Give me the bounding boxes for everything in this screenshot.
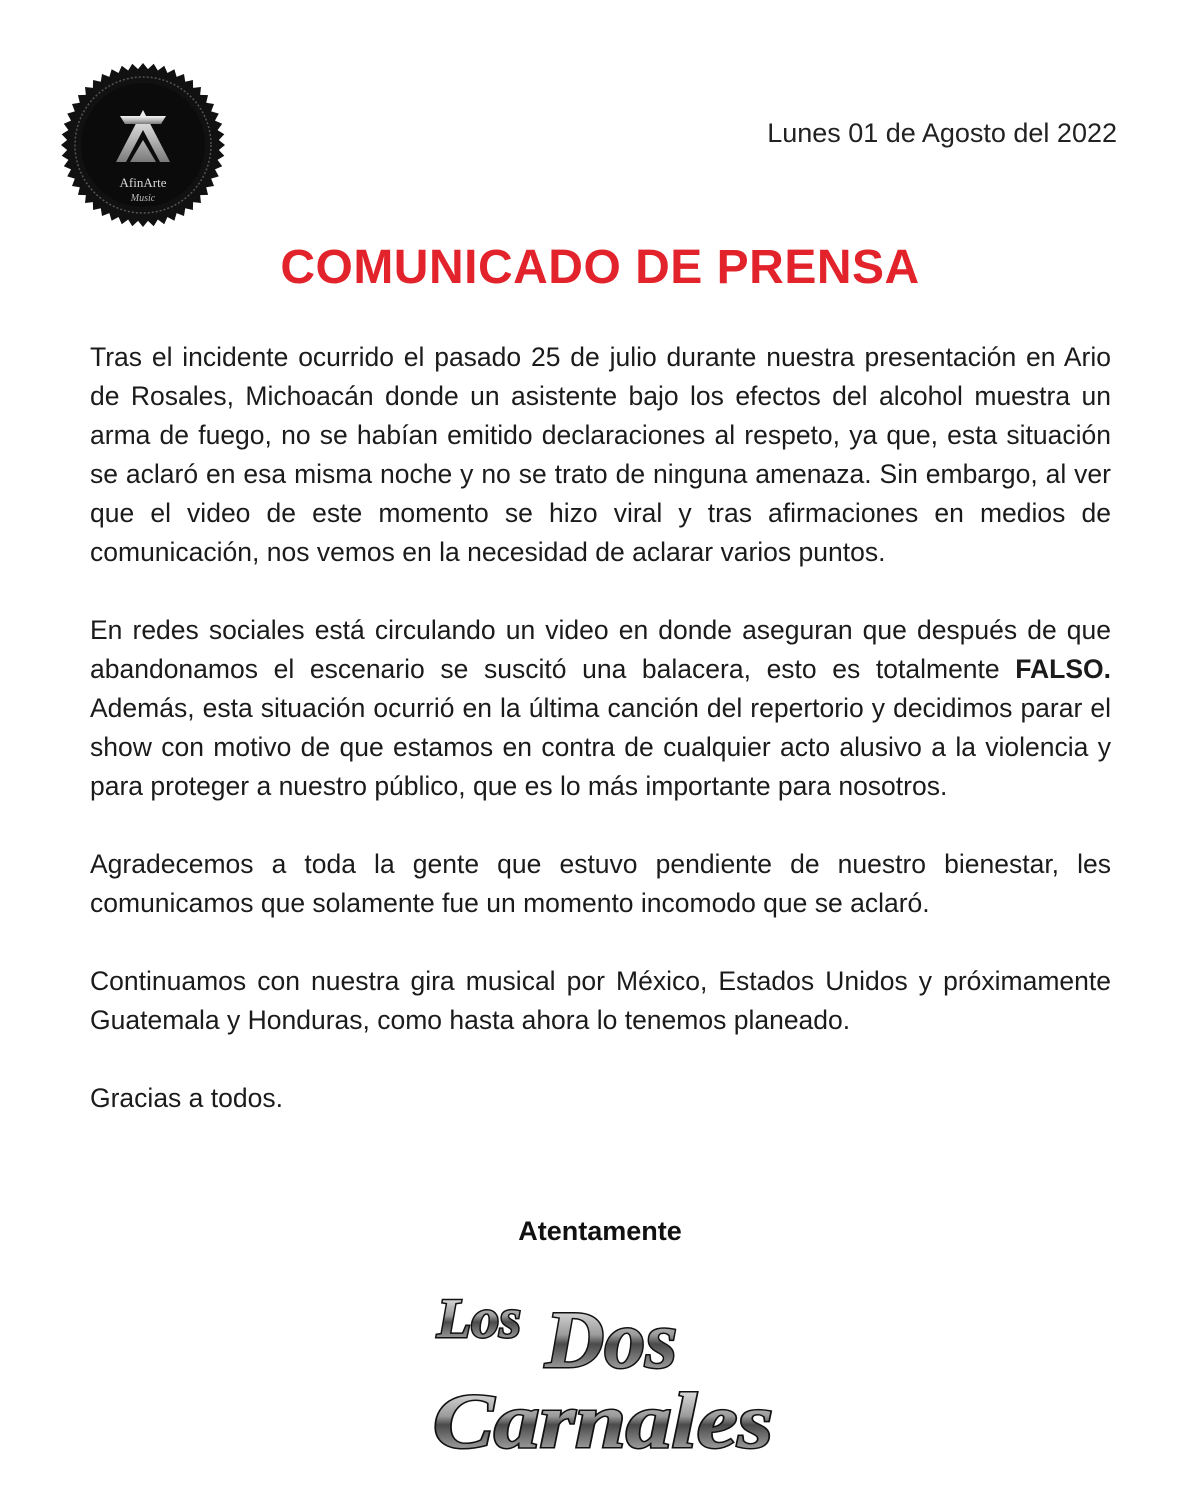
los-dos-carnales-logo — [425, 1275, 785, 1465]
false-emphasis: FALSO. — [1015, 654, 1111, 684]
press-release-body — [90, 338, 1111, 1157]
svg-text:Dos: Dos — [545, 1294, 678, 1385]
svg-text:AfinArte: AfinArte — [119, 175, 167, 190]
afinarte-logo — [60, 62, 226, 228]
paragraph-incident: Tras el incidente ocurrido el pasado 25 de julio durante nuestra presentación en Ario de Rosales, Michoacán donde un asistente bajo los efectos del alcohol muestra un arma de fuego, no se habían emitido declaraciones al respeto, ya que, esta situación se aclaró en esa misma noche y no se trato de ninguna amenaza. Sin embargo, al ver que el video de este momento se hizo viral y tras afirmaciones en medios de comunicación, nos vemos en la necesidad de aclarar varios puntos. — [90, 342, 1111, 567]
svg-text:Music: Music — [130, 193, 156, 204]
paragraph-clarification: En redes sociales está circulando un video en donde aseguran que después de que abandonamos el escenario se suscitó una balacera, esto es totalmente FALSO. Además, esta situación ocurrió en la última canción del repertorio y decidimos parar el show con motivo de que estamos en contra de cualquier acto alusivo a la violencia y para proteger a nuestro público, que es lo más importante para nosotros. — [90, 615, 1111, 801]
svg-text:Los: Los — [437, 1288, 521, 1350]
svg-text:Carnales: Carnales — [433, 1377, 773, 1464]
paragraph-gratitude: Gracias a todos. — [90, 1083, 283, 1113]
closing-signoff: Atentamente — [518, 1216, 682, 1246]
paragraph-thanks: Agradecemos a toda la gente que estuvo pendiente de nuestro bienestar, les comunicamos que solamente fue un momento incomodo que se aclaró. — [90, 849, 1111, 918]
date: Lunes 01 de Agosto del 2022 — [767, 118, 1117, 148]
page-title: COMUNICADO DE PRENSA — [280, 241, 920, 294]
paragraph-tour: Continuamos con nuestra gira musical por México, Estados Unidos y próximamente Guatemala y Honduras, como hasta ahora lo tenemos planeado. — [90, 966, 1111, 1035]
